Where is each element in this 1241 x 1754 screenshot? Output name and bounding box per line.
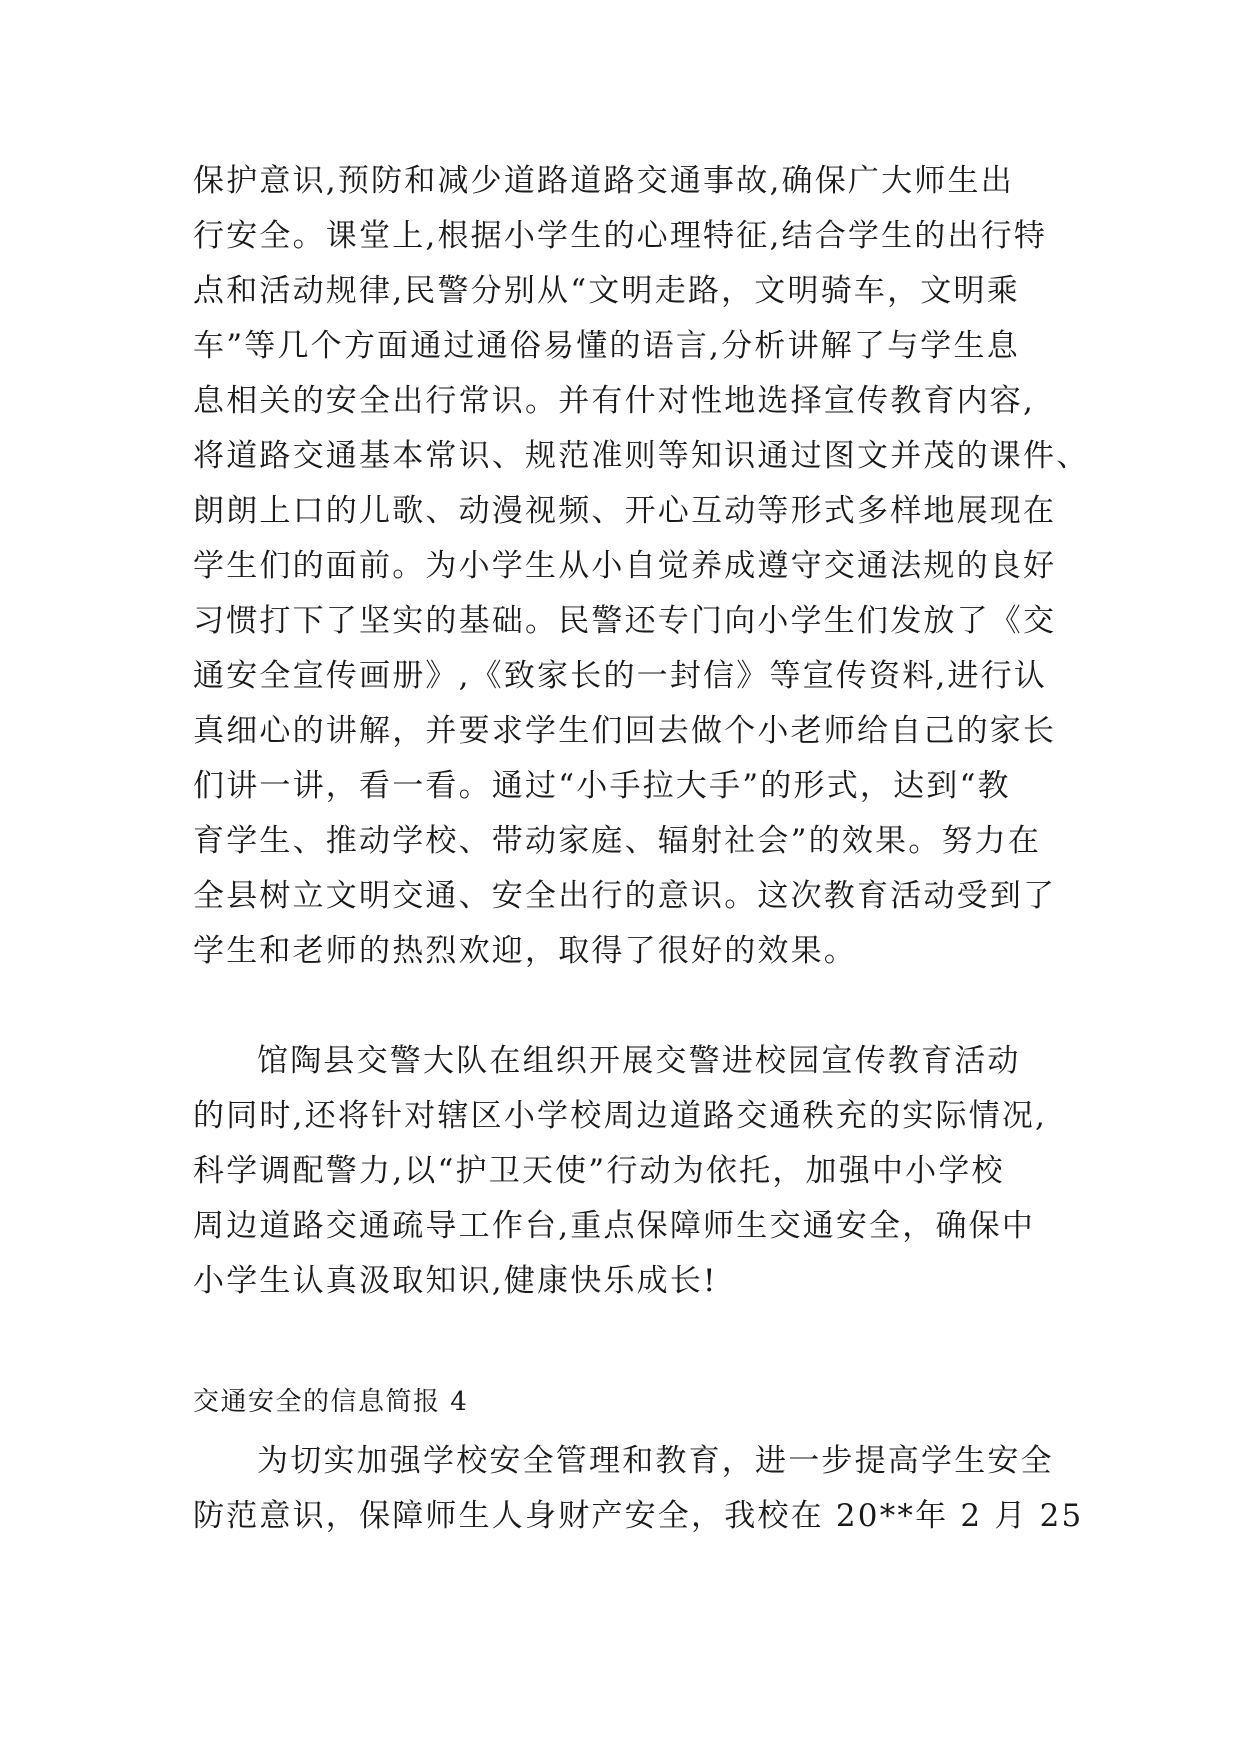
paragraph-traffic-education: [193, 154, 1090, 979]
text-line: 学生们的面前。为小学生从小自觉养成遵守交通法规的良好: [193, 548, 1057, 584]
text-line: 馆陶县交警大队在组织开展交警进校园宣传教育活动: [257, 1043, 1021, 1079]
text-line: 行安全。课堂上,根据小学生的心理特征,结合学生的出行特: [193, 218, 1048, 254]
text-line: 科学调配警力,以“护卫天使”行动为依托，加强中小学校: [193, 1153, 1005, 1189]
text-line: 学生和老师的热烈欢迎，取得了很好的效果。: [193, 933, 857, 969]
text-line: 育学生、推动学校、带动家庭、辐射社会”的效果。努力在: [193, 823, 1042, 859]
text-line: 真细心的讲解，并要求学生们回去做个小老师给自己的家长: [193, 713, 1057, 749]
text-line: 车”等几个方面通过通俗易懂的语言,分析讲解了与学生息: [193, 328, 1020, 364]
text-line: 防范意识，保障师生人身财产安全，我校在 20**年 2 月 25: [193, 1498, 1084, 1534]
text-line: 通安全宣传画册》,《致家长的一封信》等宣传资料,进行认: [193, 658, 1048, 694]
text-line: 将道路交通基本常识、规范准则等知识通过图文并茂的课件、: [193, 438, 1090, 474]
text-line: 们讲一讲，看一看。通过“小手拉大手”的形式，达到“教: [193, 768, 1011, 804]
text-line: 为切实加强学校安全管理和教育，进一步提高学生安全: [257, 1443, 1054, 1479]
text-line: 周边道路交通疏导工作台,重点保障师生交通安全，确保中: [193, 1208, 1036, 1244]
text-line: 小学生认真汲取知识,健康快乐成长!: [193, 1263, 718, 1299]
paragraph-school-safety: [193, 1434, 1084, 1544]
text-line: 全县树立文明交通、安全出行的意识。这次教育活动受到了: [193, 878, 1057, 914]
section-title: 交通安全的信息简报 4: [193, 1387, 469, 1417]
text-line: 习惯打下了坚实的基础。民警还专门向小学生们发放了《交: [193, 603, 1057, 639]
text-line: 朗朗上口的儿歌、动漫视频、开心互动等形式多样地展现在: [193, 493, 1057, 529]
paragraph-guantao-brigade: [193, 1034, 1073, 1309]
text-line: 保护意识,预防和减少道路道路交通事故,确保广大师生出: [193, 163, 1014, 199]
text-line: 息相关的安全出行常识。并有什对性地选择宣传教育内容,: [193, 383, 1036, 419]
text-line: 的同时,还将针对辖区小学校周边道路交通秩充的实际情况,: [193, 1098, 1048, 1134]
text-line: 点和活动规律,民警分别从“文明走路，文明骑车，文明乘: [193, 273, 1020, 309]
